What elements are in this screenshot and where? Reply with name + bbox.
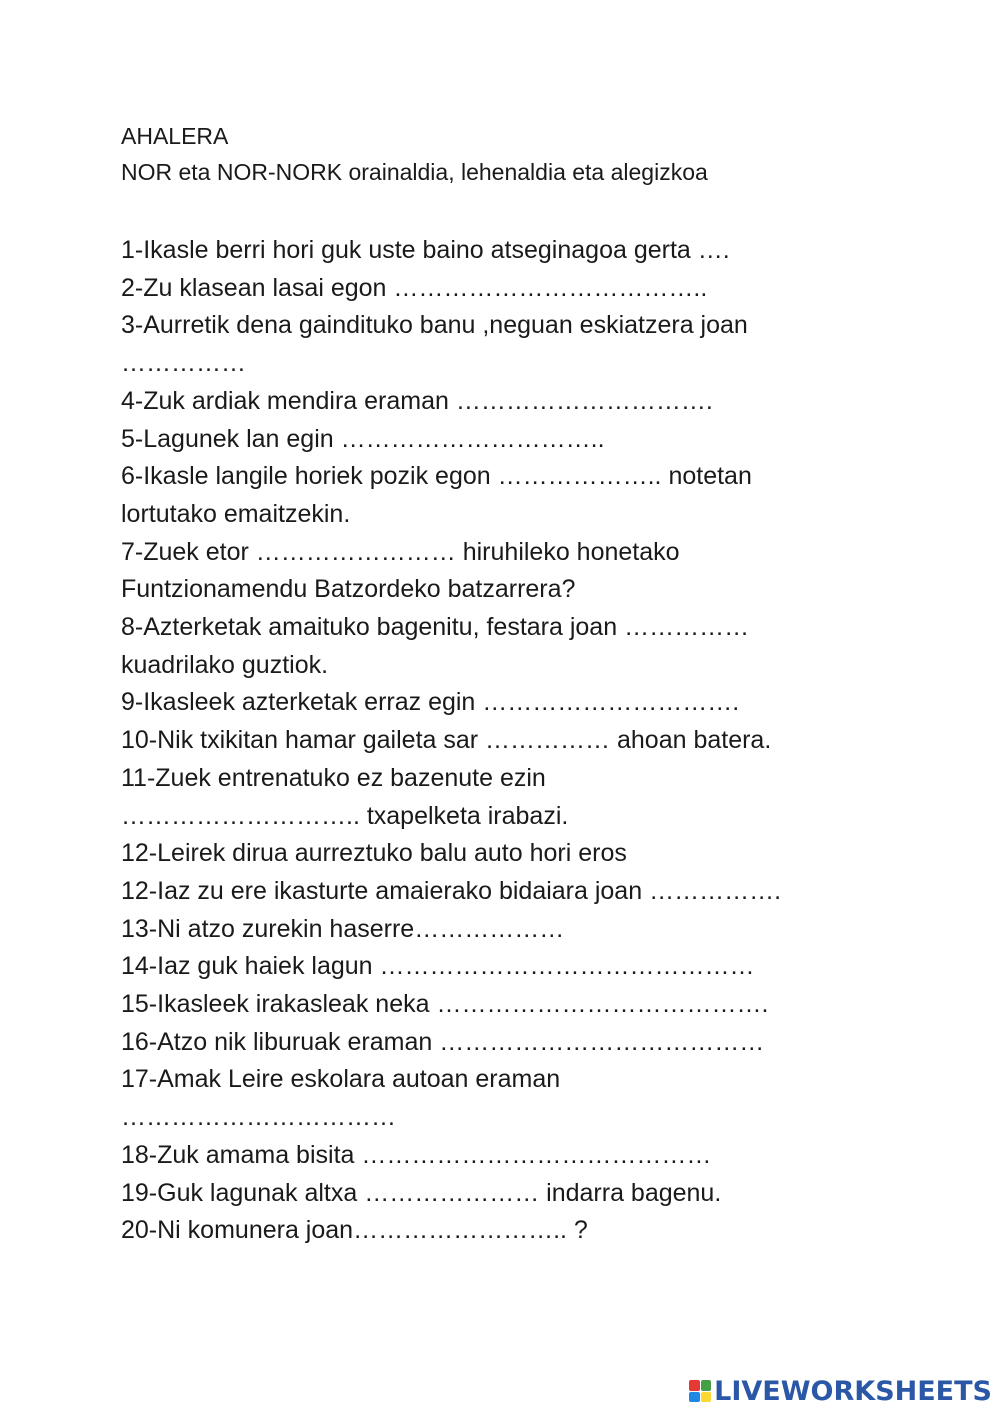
exercise-line: 12-Leirek dirua aurreztuko balu auto hori eros [121, 839, 627, 868]
exercise-line: 14-Iaz guk haiek lagun ……………………………………… [121, 952, 755, 981]
logo-cell [689, 1392, 700, 1403]
exercise-line: 13-Ni atzo zurekin haserre……………… [121, 914, 565, 943]
exercise-line: 10-Nik txikitan hamar gaileta sar …………… ahoan batera. [121, 726, 772, 755]
exercise-line: 4-Zuk ardiak mendira eraman …………………………. [121, 386, 713, 415]
exercise-line: 8-Azterketak amaituko bagenitu, festara joan …………… [121, 613, 750, 642]
liveworksheets-brand[interactable] [689, 1371, 992, 1411]
exercise-line: 3-Aurretik dena gaindituko banu ,neguan eskiatzera joan [121, 311, 748, 340]
brand-text: LIVEWORKSHEETS [714, 1375, 992, 1407]
exercise-line: 19-Guk lagunak altxa ………………… indarra bagenu. [121, 1178, 722, 1207]
exercise-line: 15-Ikasleek irakasleak neka …………………………………. [121, 990, 769, 1019]
exercise-line: 1-Ikasle berri hori guk uste baino atseginagoa gerta …. [121, 236, 730, 264]
exercise-line: 17-Amak Leire eskolara autoan eraman [121, 1065, 561, 1094]
liveworksheets-logo-icon [689, 1380, 711, 1402]
exercise-line: 16-Atzo nik liburuak eraman ………………………………… [121, 1027, 765, 1056]
logo-cell [701, 1380, 712, 1391]
logo-cell [701, 1392, 712, 1403]
exercise-line: ……………………….. txapelketa irabazi. [121, 801, 569, 830]
exercise-line: lortutako emaitzekin. [121, 499, 351, 528]
exercise-line: 18-Zuk amama bisita …………………………………… [121, 1140, 712, 1169]
exercise-line: kuadrilako guztiok. [121, 650, 329, 679]
exercise-line: …………………………… [121, 1103, 396, 1132]
exercise-line: …………… [121, 349, 246, 378]
exercise-line: 11-Zuek entrenatuko ez bazenute ezin [121, 763, 546, 792]
logo-cell [689, 1380, 700, 1391]
exercise-line: 20-Ni komunera joan…………………….. ? [121, 1216, 588, 1245]
exercise-line: 6-Ikasle langile horiek pozik egon ……………….. notetan [121, 462, 752, 491]
worksheet-title: AHALERA [121, 123, 229, 149]
exercise-line: 2-Zu klasean lasai egon ……………………………….. [121, 273, 708, 302]
exercise-line: 9-Ikasleek azterketak erraz egin …………………………. [121, 688, 740, 717]
exercise-line: 5-Lagunek lan egin ………………………….. [121, 424, 605, 453]
exercise-line: Funtzionamendu Batzordeko batzarrera? [121, 575, 576, 604]
exercise-line: 12-Iaz zu ere ikasturte amaierako bidaiara joan ……………. [121, 876, 782, 905]
worksheet-subtitle: NOR eta NOR-NORK orainaldia, lehenaldia eta alegizkoa [121, 159, 708, 185]
exercise-line: 7-Zuek etor …………………… hiruhileko honetako [121, 537, 680, 566]
exercise-list [121, 232, 891, 1250]
